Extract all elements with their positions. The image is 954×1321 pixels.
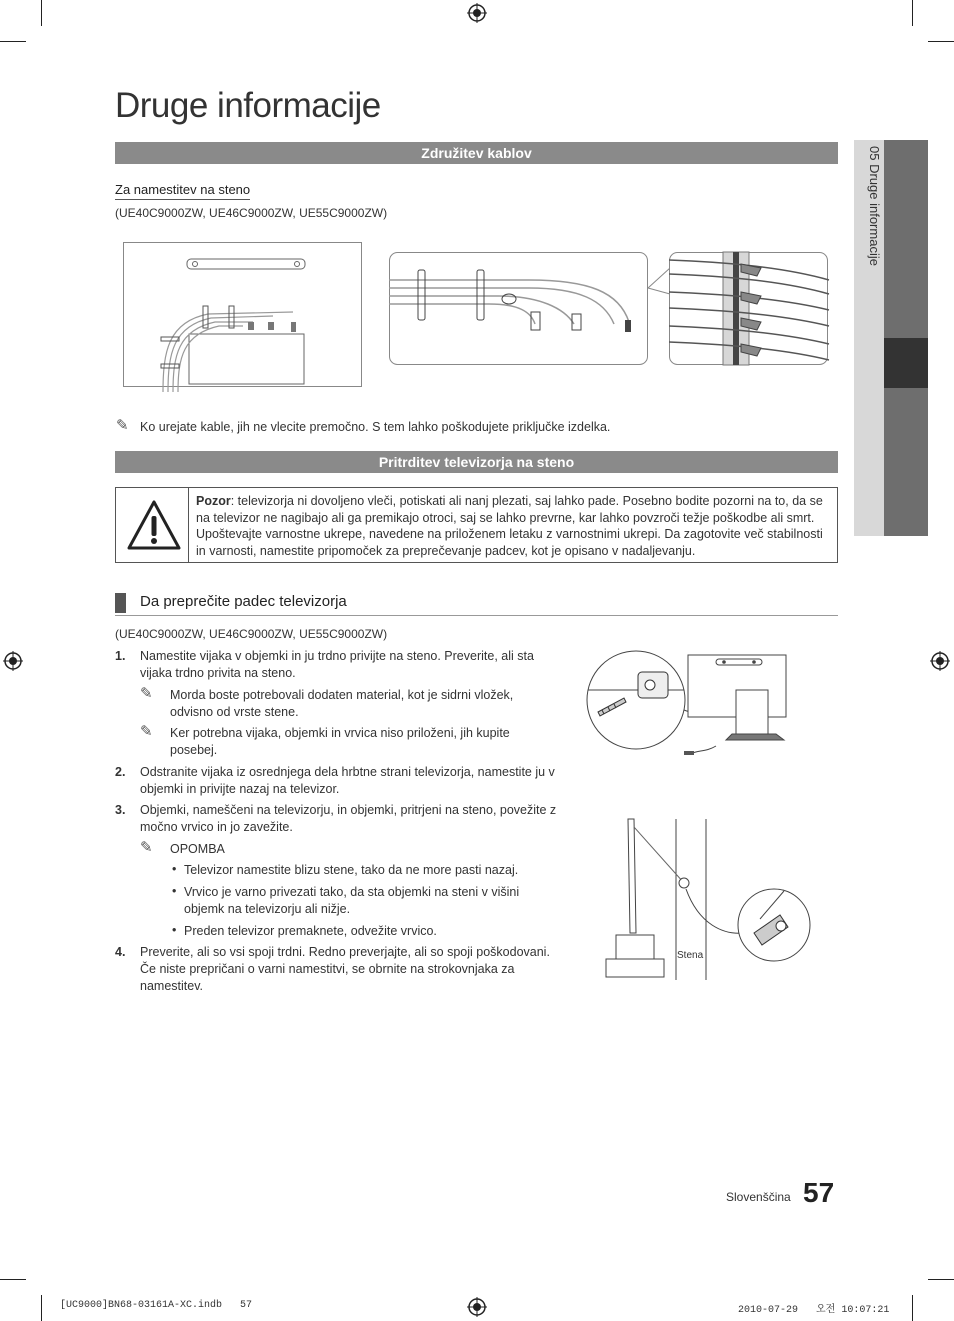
model-list: (UE40C9000ZW, UE46C9000ZW, UE55C9000ZW)	[115, 206, 388, 220]
step-number: 2.	[115, 765, 126, 779]
step-text: Preverite, ali so vsi spoji trdni. Redno preverjajte, ali so spoji poškodovani. Če niste prepričani o varni namestitvi, se obrnite na strokovnjaka za namestitev.	[140, 945, 550, 993]
crop-mark	[41, 0, 42, 26]
bullet-item: Televizor namestite blizu stene, tako da ne more pasti nazaj.	[184, 863, 519, 877]
registration-mark-icon	[467, 3, 487, 23]
warning-text	[196, 493, 828, 559]
step-note: Ker potrebna vijaka, objemki in vrvica niso priloženi, jih kupite posebej.	[170, 726, 510, 757]
crop-mark	[912, 1295, 913, 1321]
bullet-icon: •	[172, 923, 177, 937]
file-info: [UC9000]BN68-03161A-XC.indb 57	[60, 1300, 253, 1311]
warning-body: : televizorja ni dovoljeno vleči, potiskati ali nanj plezati, saj lahko pade. Posebno bodite pozorni na to, da se na televizor ne nagibajo ali ga premikajo otroci, saj se lahko prevrne, kar lahko povzroči težje poškodbe ali smrt. Upoštevajte varnostne ukrepe, navedene na priloženem letaku z varnostnimi ukrepi. Da zagotovite več stabilnosti in varnosti, namestite pripomoček za preprečevanje padcev, kot je opisano v nadaljevanju.	[196, 494, 823, 558]
bullet-item: Preden televizor premaknete, odvežite vrvico.	[184, 924, 437, 938]
section-title-wall-fixing: Pritrditev televizorja na steno	[115, 451, 838, 473]
print-timestamp: 2010-07-29 오전 10:07:21	[738, 1305, 890, 1316]
language-label: Slovenščina	[726, 1190, 791, 1204]
bullet-icon: •	[172, 862, 177, 876]
step-text: Odstranite vijaka iz osrednjega dela hrbtne strani televizorja, namestite ju v objemki in privijte nazaj na televizor.	[140, 765, 555, 796]
section-title-cable-bundle: Združitev kablov	[115, 142, 838, 164]
note-pencil-icon: ✎	[140, 685, 153, 702]
crop-mark	[0, 1279, 26, 1280]
step-number: 4.	[115, 945, 126, 959]
note-label: OPOMBA	[170, 842, 225, 856]
step-note: Morda boste potrebovali dodaten material, kot je sidrni vložek, odvisno od vrste stene.	[170, 688, 514, 719]
step-number: 1.	[115, 649, 126, 663]
warning-label: Pozor	[196, 494, 231, 508]
subsection-model-list: (UE40C9000ZW, UE46C9000ZW, UE55C9000ZW)	[115, 627, 388, 641]
wall-label: Stena	[677, 950, 704, 961]
crop-mark	[0, 41, 26, 42]
subsection-marker	[115, 593, 126, 613]
bracket-installation-illustration	[586, 650, 818, 760]
note-pencil-icon: ✎	[140, 723, 153, 740]
step-text: Namestite vijaka v objemki in ju trdno privijte na steno. Preverite, ali sta vijaka trdno privita na steno.	[140, 649, 534, 680]
registration-mark-icon	[467, 1297, 487, 1317]
tv-wall-tether-illustration	[604, 815, 810, 985]
crop-mark	[928, 1279, 954, 1280]
note-pencil-icon: ✎	[140, 839, 153, 856]
page-number: 57	[803, 1177, 835, 1208]
warning-divider	[188, 488, 189, 562]
callout-pointer	[648, 268, 670, 294]
warning-triangle-icon	[126, 499, 182, 551]
registration-mark-icon	[930, 651, 950, 671]
side-tab-active-marker	[884, 338, 928, 388]
page-title: Druge informacije	[115, 86, 381, 125]
bullet-icon: •	[172, 884, 177, 898]
cable-holder-detail-illustration	[389, 252, 649, 366]
side-tab-label: 05 Druge informacije	[867, 146, 882, 266]
cable-note: Ko urejate kable, jih ne vlecite premočno. S tem lahko poškodujete priključke izdelka.	[140, 420, 611, 434]
crop-mark	[41, 1295, 42, 1321]
step-number: 3.	[115, 803, 126, 817]
tv-back-cables-illustration	[123, 242, 363, 388]
wall-mount-label: Za namestitev na steno	[115, 182, 250, 200]
bullet-item: Vrvico je varno privezati tako, da sta objemki na steni v višini objemk na televizorju ali nižje.	[184, 885, 520, 916]
crop-mark	[912, 0, 913, 26]
crop-mark	[928, 41, 954, 42]
subsection-title: Da preprečite padec televizorja	[140, 593, 347, 610]
registration-mark-icon	[3, 651, 23, 671]
step-text: Objemki, nameščeni na televizorju, in objemki, pritrjeni na steno, povežite z močno vrvico in jo zavežite.	[140, 803, 557, 834]
note-pencil-icon: ✎	[116, 417, 129, 434]
cable-clip-closeup-illustration	[669, 252, 829, 366]
